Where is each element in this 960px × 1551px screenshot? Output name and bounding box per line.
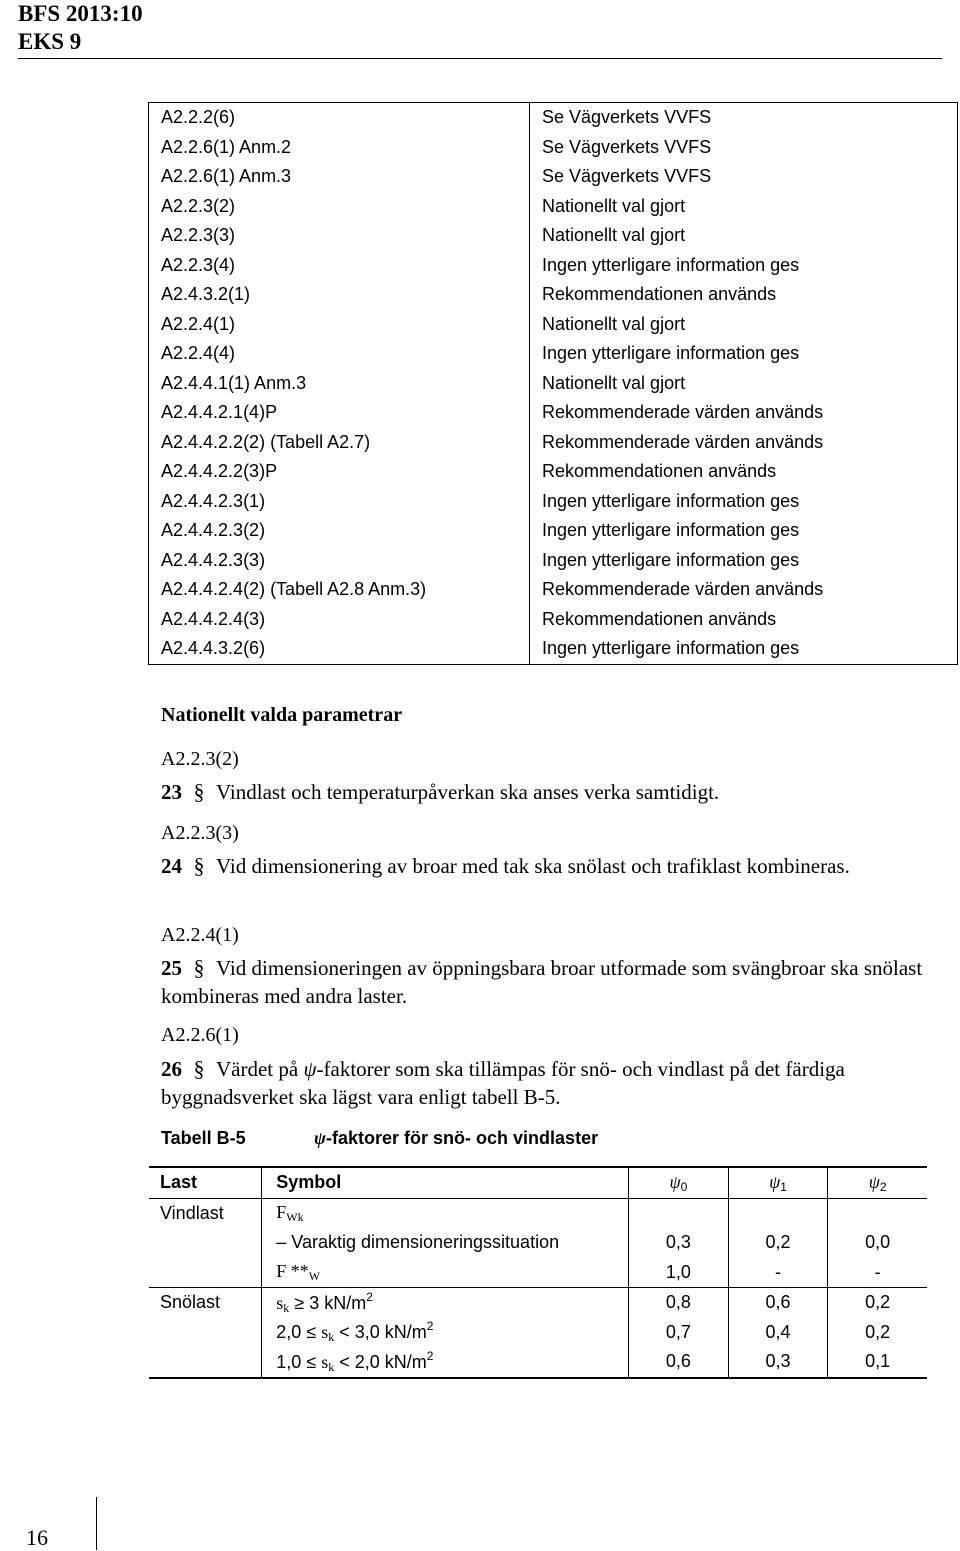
clause-reference-cell: A2.2.3(2): [149, 192, 530, 222]
table-row: [149, 575, 958, 605]
national-choice-cell: Rekommenderade värden används: [530, 575, 958, 605]
section-sign-icon: §: [193, 1056, 205, 1081]
symbol-cell: $2,0 \le s_k < 3,0$ $kN/m^2$: [262, 1318, 629, 1348]
paragraph-reference: A2.2.4(1): [161, 924, 239, 946]
national-choice-cell: Ingen ytterligare information ges: [530, 251, 958, 281]
national-choice-cell: Ingen ytterligare information ges: [530, 339, 958, 369]
table-row: [149, 428, 958, 458]
table-row: [149, 1347, 927, 1378]
national-choice-cell: Se Vägverkets VVFS: [530, 103, 958, 133]
paragraph: [161, 852, 951, 880]
symbol-cell: $1,0 \le s_k < 2,0$ $kN/m^2$: [262, 1347, 629, 1378]
table-row: [149, 1228, 927, 1258]
national-choice-cell: Nationellt val gjort: [530, 369, 958, 399]
load-type-cell: Vindlast: [149, 1198, 262, 1228]
clause-reference-cell: A2.4.4.2.1(4)P: [149, 398, 530, 428]
paragraph-reference: A2.2.3(3): [161, 822, 239, 844]
psi0-cell: 0,7: [629, 1318, 729, 1348]
clause-reference-cell: A2.4.4.3.2(6): [149, 634, 530, 664]
table-row: [149, 280, 958, 310]
paragraph: [161, 1055, 951, 1111]
psi2-cell: 0,1: [828, 1347, 927, 1378]
table-caption-title-text: -faktorer för snö- och vindlaster: [326, 1128, 599, 1148]
clause-reference-cell: A2.2.3(4): [149, 251, 530, 281]
national-choice-cell: Rekommenderade värden används: [530, 428, 958, 458]
symbol-cell: $s_k \ge 3$ $kN/m^2$: [262, 1288, 629, 1318]
paragraph-reference: A2.2.3(2): [161, 748, 239, 770]
column-header-psi1: $\psi_1$: [728, 1167, 828, 1198]
national-choice-cell: Rekommendationen används: [530, 457, 958, 487]
national-choice-cell: Nationellt val gjort: [530, 192, 958, 222]
table-row: [149, 369, 958, 399]
paragraph-number: 25: [161, 956, 182, 980]
psi2-cell: 0,2: [865, 1321, 891, 1342]
clause-reference-cell: A2.2.3(3): [149, 221, 530, 251]
parameter-table: [148, 102, 958, 665]
psi2-cell: 0,0: [865, 1232, 891, 1253]
psi0-cell: 0,8: [629, 1288, 729, 1318]
table-row: [149, 103, 958, 133]
paragraph-number: 23: [161, 780, 182, 804]
psi0-cell: 0,3: [629, 1228, 729, 1258]
paragraph-number: 24: [161, 854, 182, 878]
table-row: [149, 1198, 927, 1228]
paragraph-text: Vid dimensioneringen av öppningsbara broar utformade som svängbroar ska snölast kombineras med andra laster.: [161, 956, 923, 1008]
clause-reference-cell: A2.4.4.2.4(3): [149, 605, 530, 635]
psi2-cell: [828, 1198, 927, 1228]
psi0-cell: 0,6: [629, 1347, 729, 1378]
paragraph-text: Värdet på: [216, 1057, 304, 1081]
section-sign-icon: §: [193, 955, 205, 980]
national-choice-cell: Rekommenderade värden används: [530, 398, 958, 428]
psi0-cell: [629, 1198, 729, 1228]
paragraph-text: -faktorer som ska tillämpas för snö- och vindlast på det färdiga byggnadsverket ska lägst vara enligt tabell B-5.: [161, 1057, 845, 1109]
section-sign-icon: §: [193, 853, 205, 878]
table-row: [149, 605, 958, 635]
national-choice-cell: Ingen ytterligare information ges: [530, 516, 958, 546]
clause-reference-cell: A2.4.4.2.2(2) (Tabell A2.7): [149, 428, 530, 458]
national-choice-cell: Ingen ytterligare information ges: [530, 546, 958, 576]
header-divider: [18, 58, 942, 59]
psi1-cell: 0,4: [728, 1318, 828, 1348]
paragraph: [161, 954, 951, 1010]
clause-reference-cell: A2.4.4.2.3(1): [149, 487, 530, 517]
table-caption-label: Tabell B-5: [161, 1128, 246, 1148]
symbol-cell: – Varaktig dimensioneringssituation: [262, 1228, 629, 1258]
load-type-cell: Snölast: [149, 1288, 262, 1318]
national-choice-cell: Se Vägverkets VVFS: [530, 133, 958, 163]
clause-reference-cell: A2.2.4(1): [149, 310, 530, 340]
table-row: [149, 1258, 927, 1288]
national-choice-cell: Rekommendationen används: [530, 280, 958, 310]
table-caption: [161, 1128, 599, 1149]
clause-reference-cell: A2.4.4.2.2(3)P: [149, 457, 530, 487]
table-caption-title: [314, 1128, 598, 1149]
section-sign-icon: §: [193, 779, 205, 804]
section-heading: Nationellt valda parametrar: [161, 704, 403, 726]
psi2-cell: -: [828, 1258, 927, 1288]
paragraph-text: Vid dimensionering av broar med tak ska snölast och trafiklast kombineras.: [216, 854, 850, 878]
table-row: [149, 1318, 927, 1348]
table-row: [149, 251, 958, 281]
clause-reference-cell: A2.4.4.2.3(3): [149, 546, 530, 576]
header-regulation-code: BFS 2013:10: [18, 1, 143, 26]
clause-reference-cell: A2.2.4(4): [149, 339, 530, 369]
symbol-cell: $F_{Wk}$: [262, 1198, 629, 1228]
table-row: [149, 398, 958, 428]
psi1-cell: -: [728, 1258, 828, 1288]
psi1-cell: 0,2: [728, 1228, 828, 1258]
clause-reference-cell: A2.4.3.2(1): [149, 280, 530, 310]
table-row: [149, 162, 958, 192]
page-number: 16: [26, 1525, 48, 1550]
column-header-symbol: Symbol: [262, 1167, 629, 1198]
table-row: [149, 310, 958, 340]
paragraph-text: Vindlast och temperaturpåverkan ska anses verka samtidigt.: [216, 780, 720, 804]
table-row: [149, 487, 958, 517]
parameter-table-body: [149, 103, 958, 665]
table-row: [149, 133, 958, 163]
clause-reference-cell: A2.2.2(6): [149, 103, 530, 133]
table-row: [149, 192, 958, 222]
table-row: [149, 221, 958, 251]
clause-reference-cell: A2.4.4.2.4(2) (Tabell A2.8 Anm.3): [149, 575, 530, 605]
clause-reference-cell: A2.4.4.1(1) Anm.3: [149, 369, 530, 399]
national-choice-cell: Ingen ytterligare information ges: [530, 487, 958, 517]
psi1-cell: [728, 1198, 828, 1228]
national-choice-cell: Rekommendationen används: [530, 605, 958, 635]
header-regulation-version: EKS 9: [18, 29, 82, 54]
psi-symbol: ψ: [303, 1057, 317, 1081]
psi1-cell: 0,3: [728, 1347, 828, 1378]
table-row: [149, 457, 958, 487]
symbol-cell: F $**_W$: [262, 1258, 629, 1288]
psi-symbol: ψ: [314, 1128, 327, 1148]
paragraph-reference: A2.2.6(1): [161, 1024, 239, 1046]
national-choice-cell: Ingen ytterligare information ges: [530, 634, 958, 664]
national-choice-cell: Nationellt val gjort: [530, 221, 958, 251]
load-factor-table: [149, 1166, 927, 1379]
national-choice-cell: Se Vägverkets VVFS: [530, 162, 958, 192]
table-row: [149, 546, 958, 576]
psi1-cell: 0,6: [728, 1288, 828, 1318]
column-header-last: Last: [149, 1167, 262, 1198]
margin-rule: [96, 1497, 97, 1550]
table-row: [149, 339, 958, 369]
national-choice-cell: Nationellt val gjort: [530, 310, 958, 340]
document-header: [18, 0, 143, 56]
column-header-psi0: $\psi_0$: [629, 1167, 729, 1198]
column-header-psi2: $\psi_2$: [828, 1167, 927, 1198]
clause-reference-cell: A2.4.4.2.3(2): [149, 516, 530, 546]
psi0-cell: 1,0: [629, 1258, 729, 1288]
table-row: [149, 634, 958, 664]
table-row: [149, 1288, 927, 1318]
paragraph-number: 26: [161, 1057, 182, 1081]
clause-reference-cell: A2.2.6(1) Anm.3: [149, 162, 530, 192]
table-header-row: [149, 1167, 927, 1198]
paragraph: [161, 778, 951, 806]
clause-reference-cell: A2.2.6(1) Anm.2: [149, 133, 530, 163]
table-row: [149, 516, 958, 546]
psi2-cell: 0,2: [865, 1292, 891, 1313]
